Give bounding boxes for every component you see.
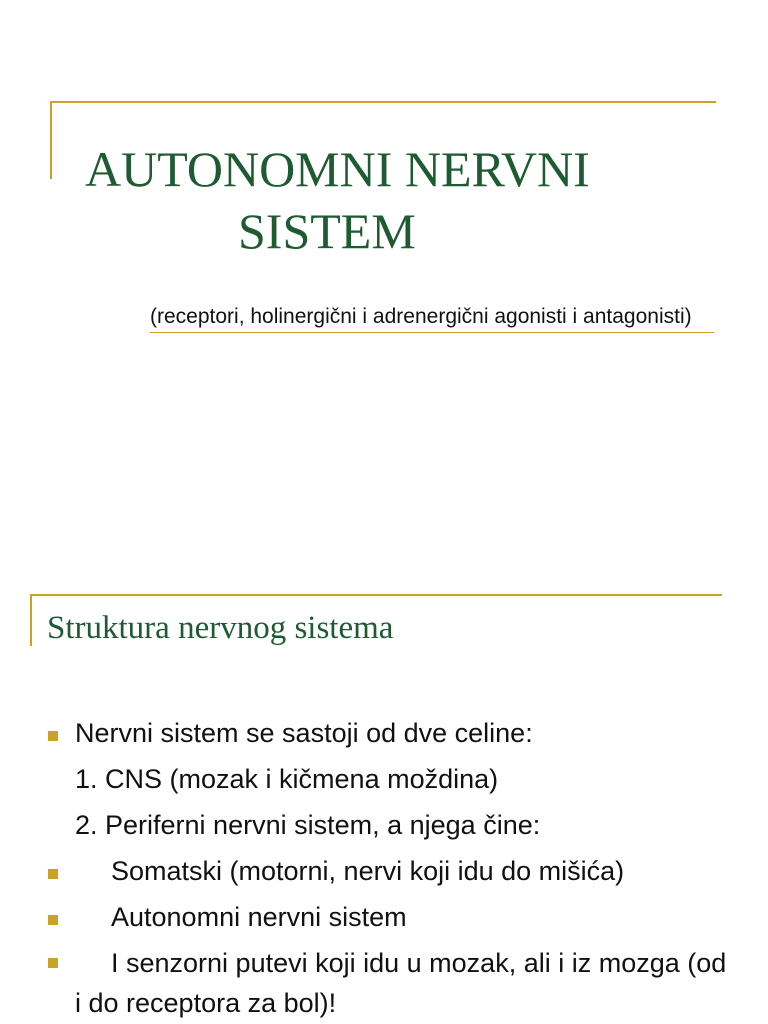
slide-1-title bbox=[60, 138, 710, 262]
list-item bbox=[0, 710, 768, 756]
subtitle-divider-line bbox=[150, 332, 714, 333]
frame-top-line bbox=[30, 594, 722, 596]
slide-2-title: Struktura nervnog sistema bbox=[47, 610, 394, 646]
square-bullet-icon bbox=[48, 915, 58, 925]
list-item bbox=[0, 940, 735, 1023]
square-bullet-icon bbox=[48, 869, 58, 879]
list-item-text: I senzorni putevi koji idu u mozak, ali i iz mozga (od i do receptora za bol)! bbox=[75, 948, 727, 1018]
square-bullet-icon bbox=[48, 731, 58, 741]
list-item-text: Nervni sistem se sastoji od dve celine: bbox=[75, 718, 533, 748]
list-item-text: Somatski (motorni, nervi koji idu do mišića) bbox=[111, 856, 625, 886]
list-item-text: 2. Periferni nervni sistem, a njega čine: bbox=[75, 810, 541, 840]
slide-2 bbox=[0, 560, 768, 1024]
title-line-2: SISTEM bbox=[238, 203, 416, 259]
frame-top-line bbox=[50, 101, 716, 103]
list-item bbox=[0, 756, 768, 802]
list-item bbox=[0, 848, 768, 894]
list-item bbox=[0, 894, 768, 940]
bullet-list bbox=[0, 710, 768, 1023]
square-bullet-icon bbox=[48, 958, 58, 968]
title-line-1: AUTONOMNI NERVNI bbox=[85, 141, 590, 197]
list-item-text: Autonomni nervni sistem bbox=[111, 902, 407, 932]
frame-left-line bbox=[30, 594, 32, 646]
list-item-text: 1. CNS (mozak i kičmena moždina) bbox=[75, 764, 499, 794]
slide-1-subtitle: (receptori, holinergični i adrenergični agonisti i antagonisti) bbox=[150, 305, 692, 328]
list-item bbox=[0, 802, 768, 848]
frame-left-line bbox=[50, 101, 52, 179]
